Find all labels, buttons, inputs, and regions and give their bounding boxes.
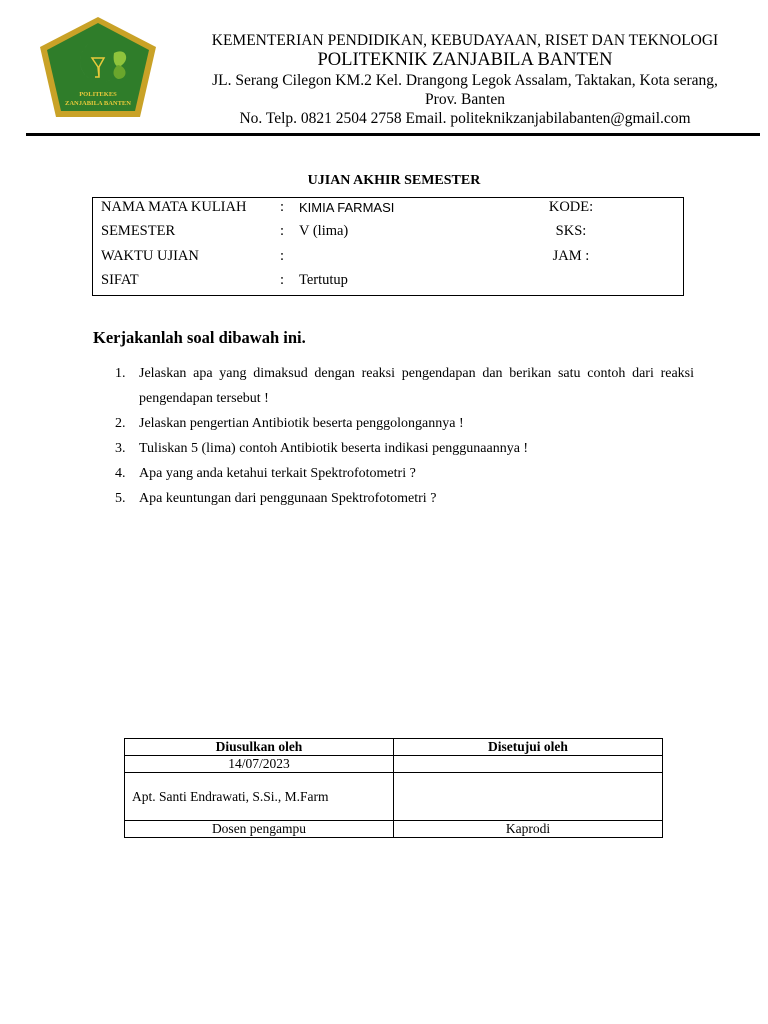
approved-by-header: Disetujui oleh <box>394 739 663 756</box>
info-value: Tertutup <box>299 272 348 288</box>
approver-role: Kaprodi <box>394 821 663 838</box>
question-item <box>115 361 694 411</box>
info-row-course <box>93 199 683 219</box>
approval-role-row <box>125 821 663 838</box>
question-number: 2. <box>115 416 126 431</box>
info-colon: : <box>280 248 285 264</box>
info-label: WAKTU UJIAN <box>101 248 199 264</box>
info-row-time <box>93 248 683 268</box>
question-item <box>115 436 694 461</box>
question-item <box>115 486 694 511</box>
info-right-label: KODE: <box>548 199 594 215</box>
lecturer-name: Apt. Santi Endrawati, S.Si., M.Farm <box>125 773 394 821</box>
info-colon: : <box>280 272 285 288</box>
letterhead-divider <box>26 133 760 136</box>
ministry-name: KEMENTERIAN PENDIDIKAN, KEBUDAYAAN, RISET DAN TEKNOLOGI <box>211 32 719 49</box>
info-value: V (lima) <box>299 223 349 239</box>
info-value: KIMIA FARMASI <box>299 200 395 215</box>
contact-line: No. Telp. 0821 2504 2758 Email. politeknikzanjabilabanten@gmail.com <box>239 110 691 127</box>
question-text: Jelaskan apa yang dimaksud dengan reaksi pengendapan dan berikan satu contoh dari reaksi pengendapan tersebut ! <box>139 366 694 406</box>
instructions: Kerjakanlah soal dibawah ini. <box>93 328 306 347</box>
proposed-by-header: Diusulkan oleh <box>125 739 394 756</box>
info-right-label: JAM : <box>552 248 590 264</box>
question-text: Tuliskan 5 (lima) contoh Antibiotik beserta indikasi penggunaannya ! <box>139 441 529 456</box>
question-list <box>115 361 694 511</box>
approved-date <box>394 756 663 773</box>
info-label: SEMESTER <box>101 223 176 239</box>
approval-table <box>124 738 663 838</box>
question-number: 1. <box>115 366 126 381</box>
info-label: SIFAT <box>101 272 139 288</box>
question-number: 5. <box>115 491 126 506</box>
question-number: 4. <box>115 466 126 481</box>
exam-title: UJIAN AKHIR SEMESTER <box>307 173 481 188</box>
question-number: 3. <box>115 441 126 456</box>
info-right-label: SKS: <box>555 223 587 239</box>
info-row-semester <box>93 223 683 243</box>
approval-signature-row <box>125 773 663 821</box>
info-colon: : <box>280 223 285 239</box>
question-item <box>115 461 694 486</box>
info-label: NAMA MATA KULIAH <box>101 199 247 215</box>
institution-logo <box>34 13 162 121</box>
info-row-nature <box>93 272 683 292</box>
institution-name: POLITEKNIK ZANJABILA BANTEN <box>317 50 613 70</box>
approval-header-row <box>125 739 663 756</box>
svg-text:ZANJABILA BANTEN: ZANJABILA BANTEN <box>65 100 131 107</box>
question-text: Apa yang anda ketahui terkait Spektrofotometri ? <box>139 466 416 481</box>
question-text: Jelaskan pengertian Antibiotik beserta penggolongannya ! <box>139 416 464 431</box>
approval-date-row <box>125 756 663 773</box>
lecturer-role: Dosen pengampu <box>125 821 394 838</box>
letterhead <box>175 31 755 128</box>
question-item <box>115 411 694 436</box>
proposed-date: 14/07/2023 <box>125 756 394 773</box>
exam-info-box <box>92 197 684 296</box>
address-line-2: Prov. Banten <box>425 91 505 108</box>
approver-signature <box>394 773 663 821</box>
address-line-1: JL. Serang Cilegon KM.2 Kel. Drangong Legok Assalam, Taktakan, Kota serang, <box>212 72 718 89</box>
info-colon: : <box>280 199 285 215</box>
svg-text:POLITEKES: POLITEKES <box>79 91 117 98</box>
question-text: Apa keuntungan dari penggunaan Spektrofotometri ? <box>139 491 437 506</box>
